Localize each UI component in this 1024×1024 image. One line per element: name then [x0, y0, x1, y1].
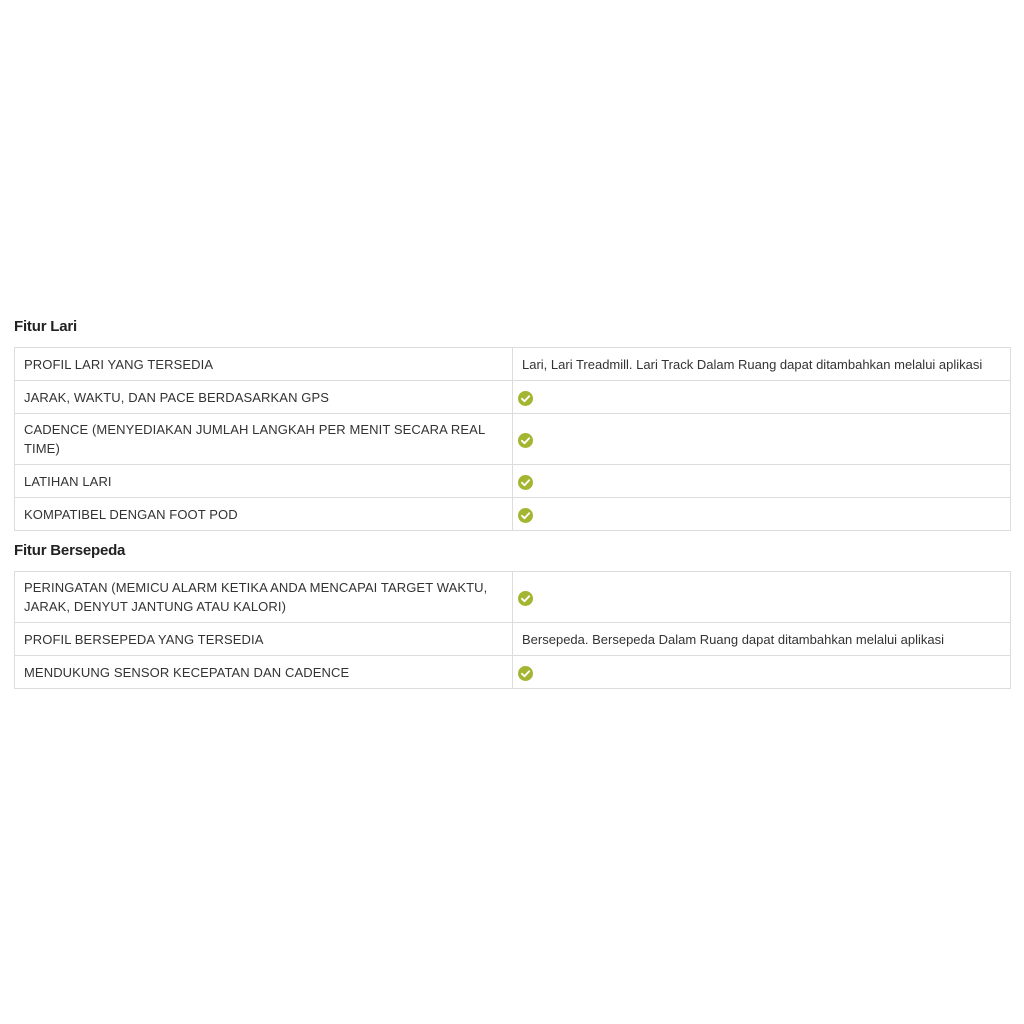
table-row	[15, 623, 1011, 656]
table-row	[15, 498, 1011, 531]
table-row	[15, 414, 1011, 465]
table-row	[15, 656, 1011, 689]
table-row	[15, 465, 1011, 498]
table-row	[15, 348, 1011, 381]
feature-label: KOMPATIBEL DENGAN FOOT POD	[15, 498, 513, 531]
section-fitur-lari	[14, 317, 1009, 531]
checkmark-circle-icon	[518, 433, 533, 448]
checkmark-circle-icon	[518, 666, 533, 681]
feature-label: PROFIL LARI YANG TERSEDIA	[15, 348, 513, 381]
checkmark-circle-icon	[518, 391, 533, 406]
table-row	[15, 572, 1011, 623]
section-title: Fitur Lari	[14, 318, 78, 335]
feature-label: JARAK, WAKTU, DAN PACE BERDASARKAN GPS	[15, 381, 513, 414]
feature-value	[513, 465, 1011, 498]
checkmark-circle-icon	[518, 591, 533, 606]
spec-table	[14, 347, 1011, 531]
feature-label: CADENCE (MENYEDIAKAN JUMLAH LANGKAH PER MENIT SECARA REAL TIME)	[15, 414, 513, 465]
feature-label: MENDUKUNG SENSOR KECEPATAN DAN CADENCE	[15, 656, 513, 689]
feature-value: Lari, Lari Treadmill. Lari Track Dalam Ruang dapat ditambahkan melalui aplikasi	[513, 348, 1011, 381]
feature-value	[513, 572, 1011, 623]
checkmark-circle-icon	[518, 475, 533, 490]
feature-value	[513, 381, 1011, 414]
feature-label: PROFIL BERSEPEDA YANG TERSEDIA	[15, 623, 513, 656]
feature-value: Bersepeda. Bersepeda Dalam Ruang dapat ditambahkan melalui aplikasi	[513, 623, 1011, 656]
feature-label: PERINGATAN (MEMICU ALARM KETIKA ANDA MENCAPAI TARGET WAKTU, JARAK, DENYUT JANTUNG ATAU KALORI)	[15, 572, 513, 623]
section-fitur-bersepeda	[14, 541, 1009, 689]
feature-value	[513, 414, 1011, 465]
section-title: Fitur Bersepeda	[14, 542, 126, 559]
feature-label: LATIHAN LARI	[15, 465, 513, 498]
table-row	[15, 381, 1011, 414]
checkmark-circle-icon	[518, 508, 533, 523]
feature-value	[513, 656, 1011, 689]
feature-value	[513, 498, 1011, 531]
spec-table	[14, 571, 1011, 689]
